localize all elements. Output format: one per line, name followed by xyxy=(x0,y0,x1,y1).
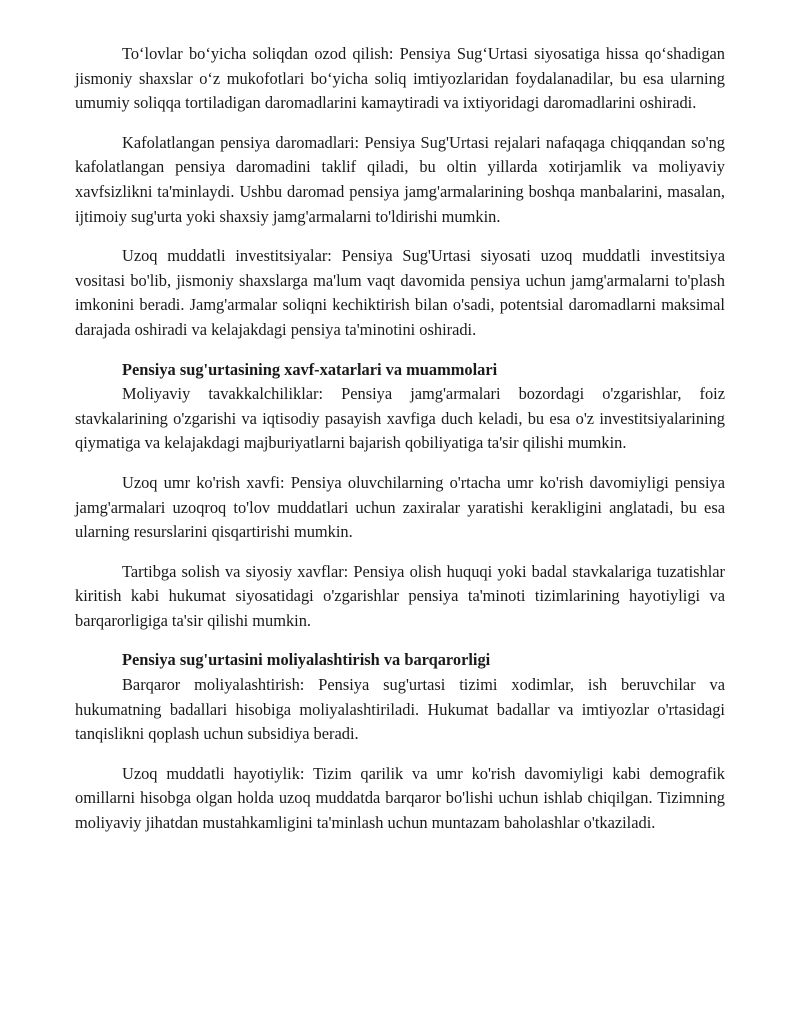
paragraph-regulatory-risks: Tartibga solish va siyosiy xavflar: Pensiya olish huquqi yoki badal stavkalariga tuzatishlar kiritish kabi hukumat siyosatidagi o'zgarishlar pensiya ta'minoti tizimlarining hayotiyligi va barqarorligiga ta'sir qilishi mumkin. xyxy=(75,561,725,630)
paragraph-financial-risks: Moliyaviy tavakkalchiliklar: Pensiya jamg'armalari bozordagi o'zgarishlar, foiz stavkalarining o'zgarishi va iqtisodiy pasayish xavfiga duch keladi, bu esa o'z investitsiyalarining qiymatiga va kelajakdagi majburiyatlarni bajarish qobiliyatiga ta'sir qilishi mumkin. xyxy=(75,384,725,453)
paragraph-tax-exemption: To‘lovlar bo‘yicha soliqdan ozod qilish: Pensiya Sug‘Urtasi siyosatiga hissa qo‘shadigan jismoniy shaxslar o‘z mukofotlari bo‘yicha soliq imtiyozlaridan foydalanadilar, bu esa ularning umumiy soliqqa tortiladigan daromadlarini kamaytiradi va ixtiyoridagi daromadlarini oshiradi. xyxy=(75,44,725,113)
paragraph-long-term-viability: Uzoq muddatli hayotiylik: Tizim qarilik va umr ko'rish davomiyligi kabi demografik omillarni hisobga olgan holda uzoq muddatda barqaror bo'lishi uchun ishlab chiqilgan. Tizimning moliyaviy jihatdan mustahkamligini ta'minlash uchun muntazam baholashlar o'tkaziladi. xyxy=(75,763,725,833)
paragraph-sustainable-financing: Barqaror moliyalashtirish: Pensiya sug'urtasi tizimi xodimlar, ish beruvchilar va hukumatning badallari hisobiga moliyalashtiriladi. Hukumat badallar va imtiyozlar o'rtasidagi tanqislikni qoplash uchun subsidiya beradi. xyxy=(75,675,725,744)
paragraph-longevity-risk: Uzoq umr ko'rish xavfi: Pensiya oluvchilarning o'rtacha umr ko'rish davomiyligi pensiya jamg'armalari uzoqroq to'lov muddatlari uchun zaxiralar yaratishi kerakligini anglatadi, bu esa ularning resurslarini qisqartirishi mumkin. xyxy=(75,472,725,542)
document-page xyxy=(75,42,725,851)
section-heading-financing: Pensiya sug'urtasini moliyalashtirish va barqarorligi xyxy=(122,650,491,670)
paragraph-long-term-investment: Uzoq muddatli investitsiyalar: Pensiya Sug'Urtasi siyosati uzoq muddatli investitsiya vositasi bo'lib, jismoniy shaxslarga ma'lum vaqt davomida pensiya uchun jamg'armalarni to'plash imkonini beradi. Jamg'armalar soliqni kechiktirish bilan o'sadi, potentsial daromadlarni maksimal darajada oshiradi va kelajakdagi pensiya ta'minotini oshiradi. xyxy=(75,246,725,339)
paragraph-guaranteed-income: Kafolatlangan pensiya daromadlari: Pensiya Sug'Urtasi rejalari nafaqaga chiqqandan so'ng kafolatlangan pensiya daromadini taklif qiladi, bu oltin yillarda xotirjamlik va moliyaviy xavfsizlikni ta'minlaydi. Ushbu daromad pensiya jamg'armalarining boshqa manbalarini, masalan, ijtimoiy sug'urta yoki shaxsiy jamg'armalarni to'ldirishi mumkin. xyxy=(75,132,725,226)
section-heading-risks: Pensiya sug'urtasining xavf-xatarlari va muammolari xyxy=(122,359,498,379)
